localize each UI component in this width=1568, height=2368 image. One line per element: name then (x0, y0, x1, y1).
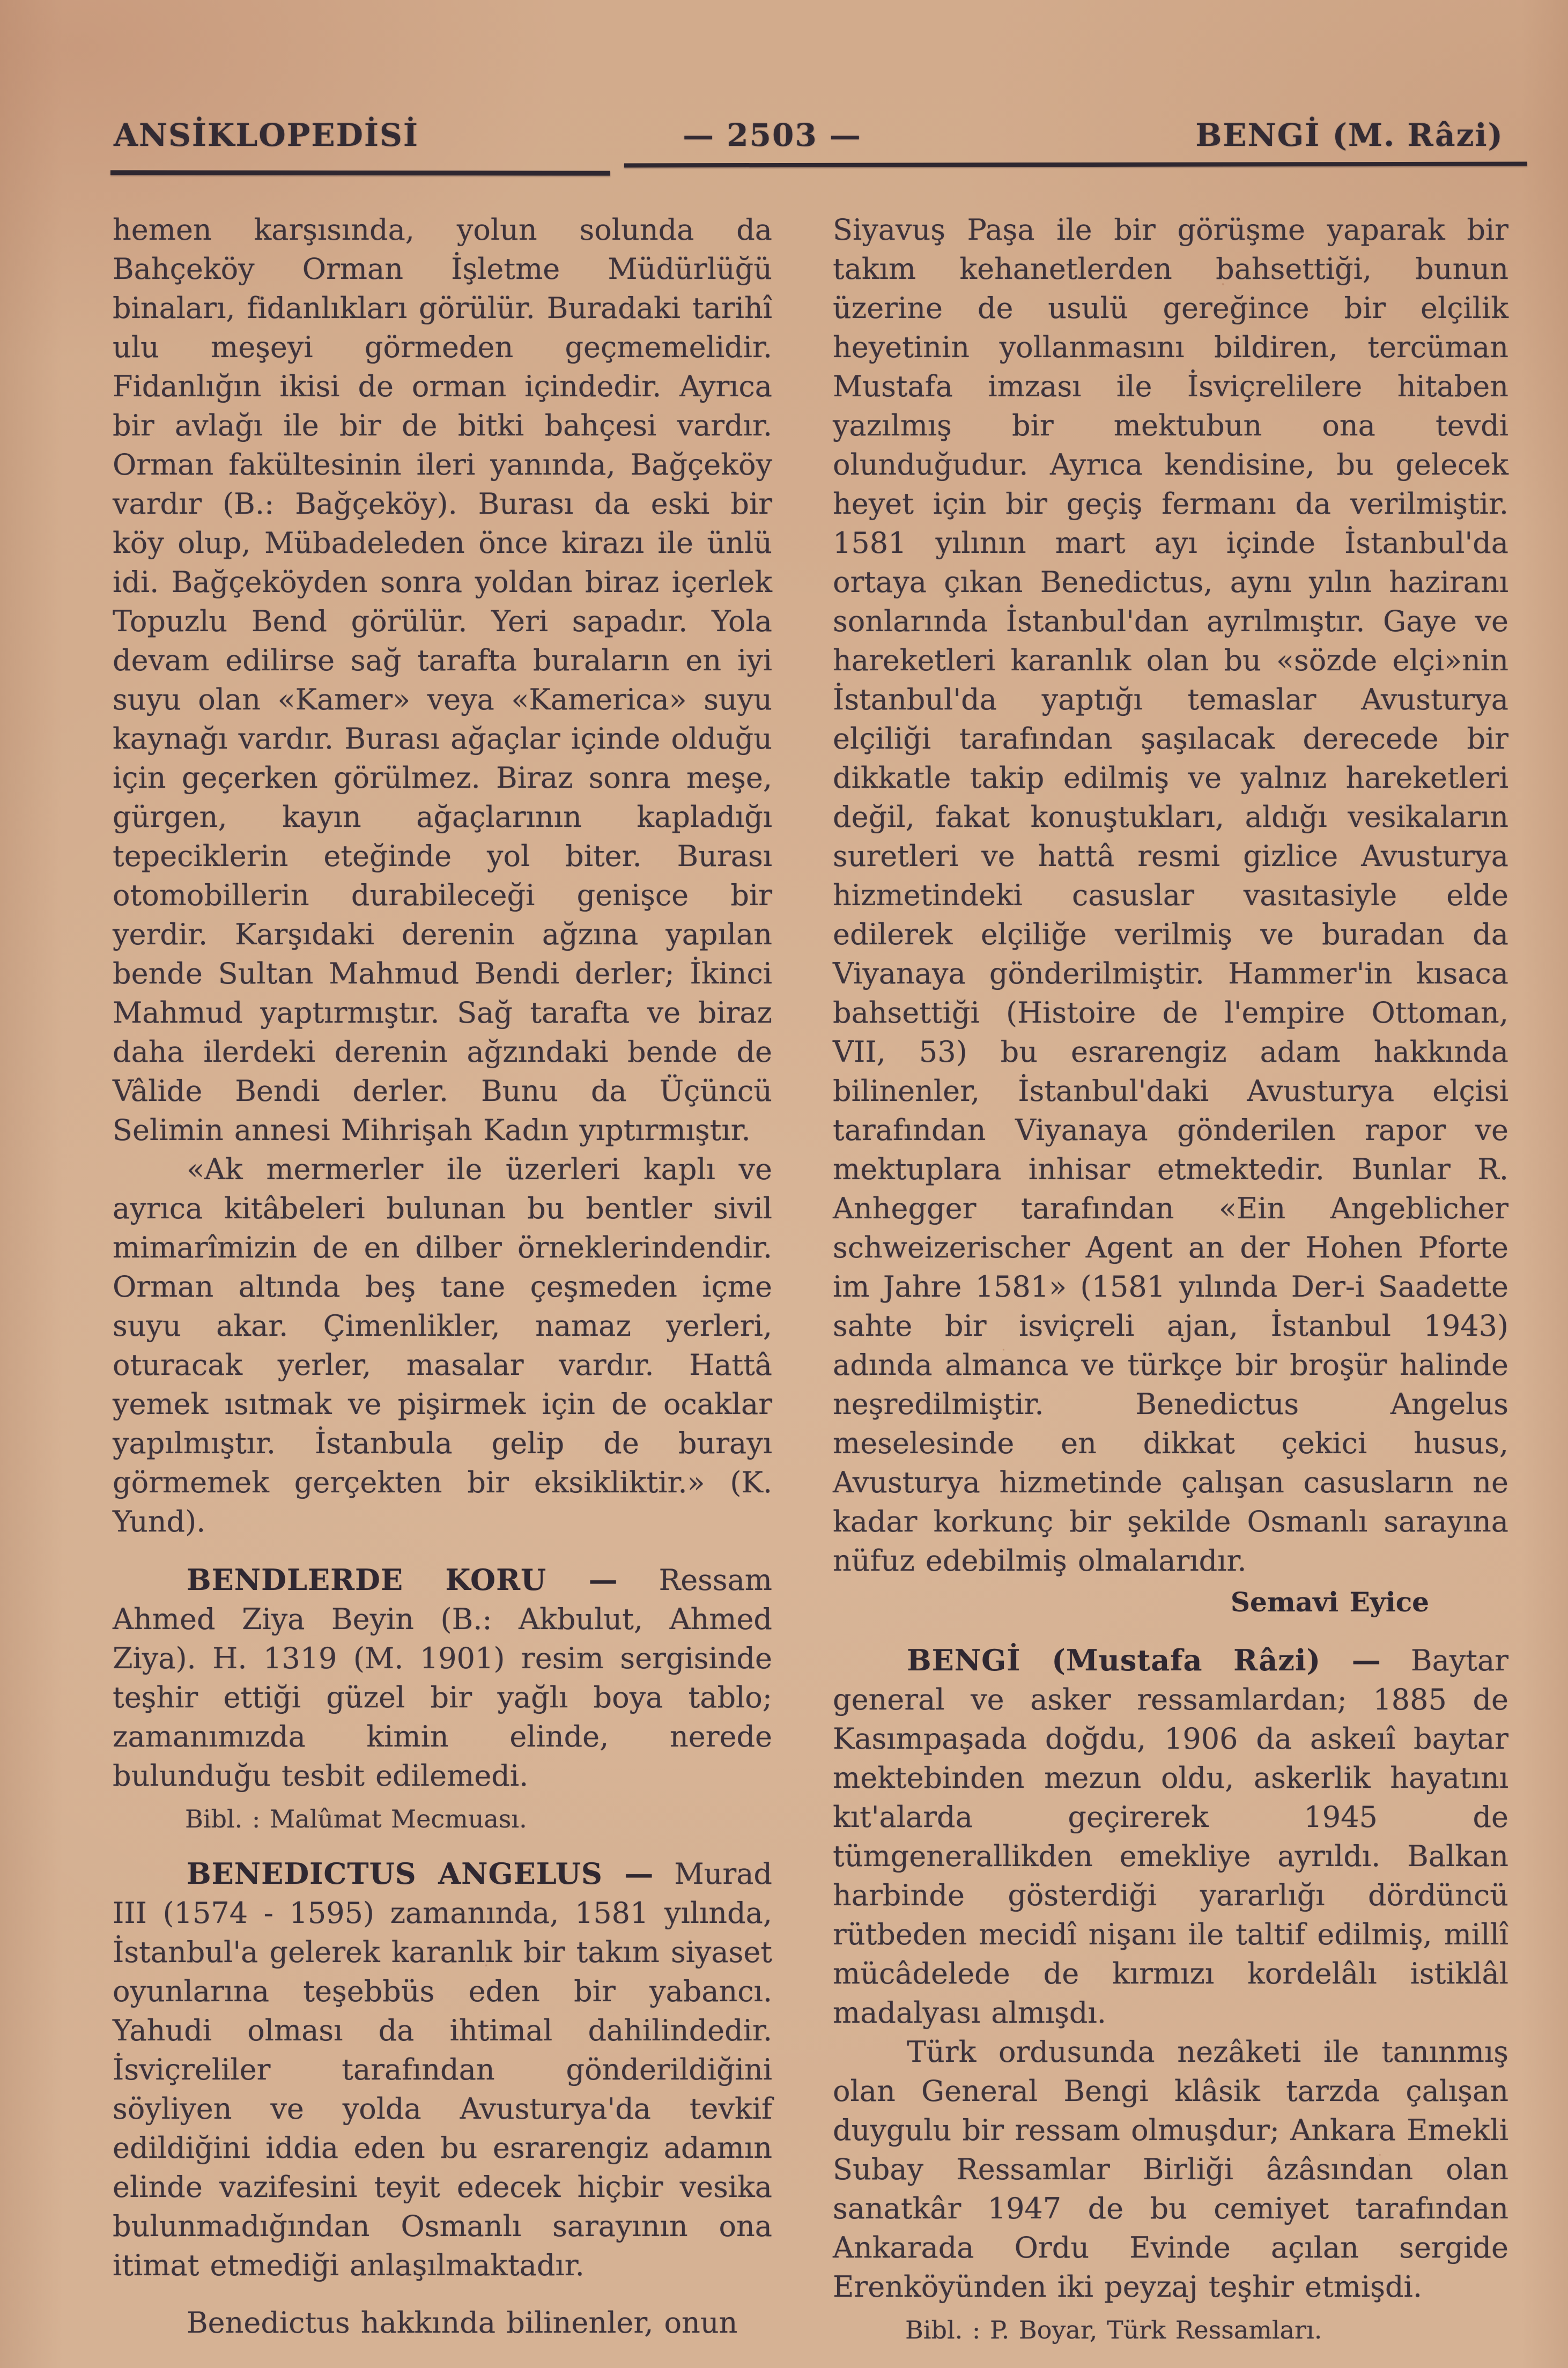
running-head-entry-ref: BENGİ (M. Râzi) (1195, 117, 1504, 153)
entry-body-benedictus-angelus: Murad III (1574 - 1595) zamanında, 1581 yılında, İstanbul'a gelerek karanlık bir takım siyaset oyunlarına teşebbüs eden bir yabancı. Yahudi olması da ihtimal dahilindedir. İsviçreliler tarafından gönderildiğini söyliyen ve yolda Avusturya'da tevkif edildiğini iddia eden bu esrarengiz adamın elinde vazifesini teyit edecek hiçbir vesika bulunmadığından Osmanlı sarayının ona itimat etmediği anlaşılmaktadır. (113, 1857, 772, 2282)
running-head-title: ANSİKLOPEDİSİ (114, 117, 419, 153)
entry-benedictus-angelus (113, 1854, 772, 2285)
header-rule-right (624, 162, 1527, 168)
entry-body-bengi: Baytar general ve asker ressamlardan; 1885 de Kasımpaşada doğdu, 1906 da askeıî baytar mektebinden mezun oldu, askerlik hayatını kıt'alarda geçirerek 1945 de tümgenerallikden emekliye ayrıldı. Balkan harbinde gösterdiği yararlığı dördüncü rütbeden mecidî nişanı ile taltif edilmiş, millî mücâdelede de kırmızı kordelâlı istiklâl madalyası almışdı. (833, 1644, 1508, 2030)
page-number: — 2503 — (683, 117, 862, 153)
header-rule-left (110, 170, 610, 175)
paragraph-quote-ak-mermerler: «Ak mermerler ile üzerleri kaplı ve ayrıca kitâbeleri bulunan bu bentler sivil mimarîmizin de en dilber örneklerindendir. Orman altında beş tane çeşmeden içme suyu akar. Çimenlikler, namaz yerleri, oturacak yerler, masalar vardır. Hattâ yemek ısıtmak ve pişirmek için de ocaklar yapılmıştır. İstanbula gelip de burayı görmemek gerçekten bir eksikliktir.» (K. Yund). (113, 1152, 772, 1538)
entry-heading-benedictus-angelus: BENEDICTUS ANGELUS — (187, 1856, 654, 1891)
entry-bengi (833, 1641, 1508, 2032)
left-column (113, 210, 772, 2342)
bibliography-line-bengi: Bibl. : P. Boyar, Türk Ressamları. (905, 2315, 1322, 2344)
entry-heading-bengi: BENGİ (Mustafa Râzi) — (907, 1643, 1381, 1677)
paragraph-benedictus-hakkinda: Benedictus hakkında bilinenler, onun (187, 2306, 738, 2340)
bibliography-line-bendlerde: Bibl. : Malûmat Mecmuası. (185, 1804, 527, 1833)
paragraph-bendler-continuation: hemen karşısında, yolun solunda da Bahçeköy Orman İşletme Müdürlüğü binaları, fidanlıkları görülür. Buradaki tarihî ulu meşeyi görmeden geçmemelidir. Fidanlığın ikisi de orman içindedir. Ayrıca bir avlağı ile bir de bitki bahçesi vardır. Orman fakültesinin ileri yanında, Bağçeköy vardır (B.: Bağçeköy). Burası da eski bir köy olup, Mübadeleden önce kirazı ile ünlü idi. Bağçeköyden sonra yoldan biraz içerlek Topuzlu Bend görülür. Yeri sapadır. Yola devam edilirse sağ tarafta buraların en iyi suyu olan «Kamer» veya «Kamerica» suyu kaynağı vardır. Burası ağaçlar içinde olduğu için geçerken görülmez. Biraz sonra meşe, gürgen, kayın ağaçlarının kapladığı tepeciklerin eteğinde yol biter. Burası otomobillerin durabileceği genişce bir yerdir. Karşıdaki derenin ağzına yapılan bende Sultan Mahmud Bendi derler; İkinci Mahmud yaptırmıştır. Sağ tarafta ve biraz daha ilerdeki derenin ağzındaki bende de Vâlide Bendi derler. Bunu da Üçüncü Selimin annesi Mihrişah Kadın yıptırmıştır. (113, 213, 772, 1147)
paragraph-turk-ordusunda: Türk ordusunda nezâketi ile tanınmış olan General Bengi klâsik tarzda çalışan duygulu bir ressam olmuşdur; Ankara Emekli Subay Ressamlar Birliği âzâsından olan sanatkâr 1947 de bu cemiyet tarafından Ankarada Ordu Evinde açılan sergide Erenköyünden iki peyzaj teşhir etmişdi. (833, 2035, 1508, 2304)
entry-bendlerde-koru (113, 1560, 772, 1795)
right-column (833, 210, 1508, 2346)
paragraph-benedictus-continuation: Siyavuş Paşa ile bir görüşme yaparak bir takım kehanetlerden bahsettiği, bunun üzerine de usulü gereğince bir elçilik heyetinin yollanmasını bildiren, tercüman Mustafa imzası ile İsviçrelilere hitaben yazılmış bir mektubun ona tevdi olunduğudur. Ayrıca kendisine, bu gelecek heyet için bir geçiş fermanı da verilmiştir. 1581 yılının mart ayı içinde İstanbul'da ortaya çıkan Benedictus, aynı yılın haziranı sonlarında İstanbul'dan ayrılmıştır. Gaye ve hareketleri karanlık olan bu «sözde elçi»nin İstanbul'da yaptığı temaslar Avusturya elçiliği tarafından şaşılacak derecede bir dikkatle takip edilmiş ve yalnız hareketleri değil, fakat konuştukları, aldığı vesikaların suretleri ve hattâ resmi gizlice Avusturya hizmetindeki casuslar vasıtasiyle elde edilerek elçiliğe verilmiş ve buradan da Viyanaya gönderilmiştir. Hammer'in kısaca bahsettiği (Histoire de l'empire Ottoman, VII, 53) bu esrarengiz adam hakkında bilinenler, İstanbul'daki Avusturya elçisi tarafından Viyanaya gönderilen rapor ve mektuplara inhisar etmektedir. Bunlar R. Anhegger tarafından «Ein Angeblicher schweizerischer Agent an der Hohen Pforte im Jahre 1581» (1581 yılında Der-i Saadette sahte bir isviçreli ajan, İstanbul 1943) adında almanca ve türkçe bir broşür halinde neşredilmiştir. Benedictus Angelus meselesinde en dikkat çekici husus, Avusturya hizmetinde çalışan casusların ne kadar korkunç bir şekilde Osmanlı sarayına nüfuz edebilmiş olmalarıdır. (833, 213, 1508, 1578)
entry-body-bendlerde-koru: Ressam Ahmed Ziya Beyin (B.: Akbulut, Ahmed Ziya). H. 1319 (M. 1901) resim sergisinde teşhir ettiği güzel bir yağlı boya tablo; zamanımızda kimin elinde, nerede bulunduğu tesbit edilemedi. (113, 1563, 772, 1793)
entry-heading-bendlerde-koru: BENDLERDE KORU — (187, 1563, 618, 1597)
author-signature: Semavi Eyice (1230, 1586, 1429, 1618)
